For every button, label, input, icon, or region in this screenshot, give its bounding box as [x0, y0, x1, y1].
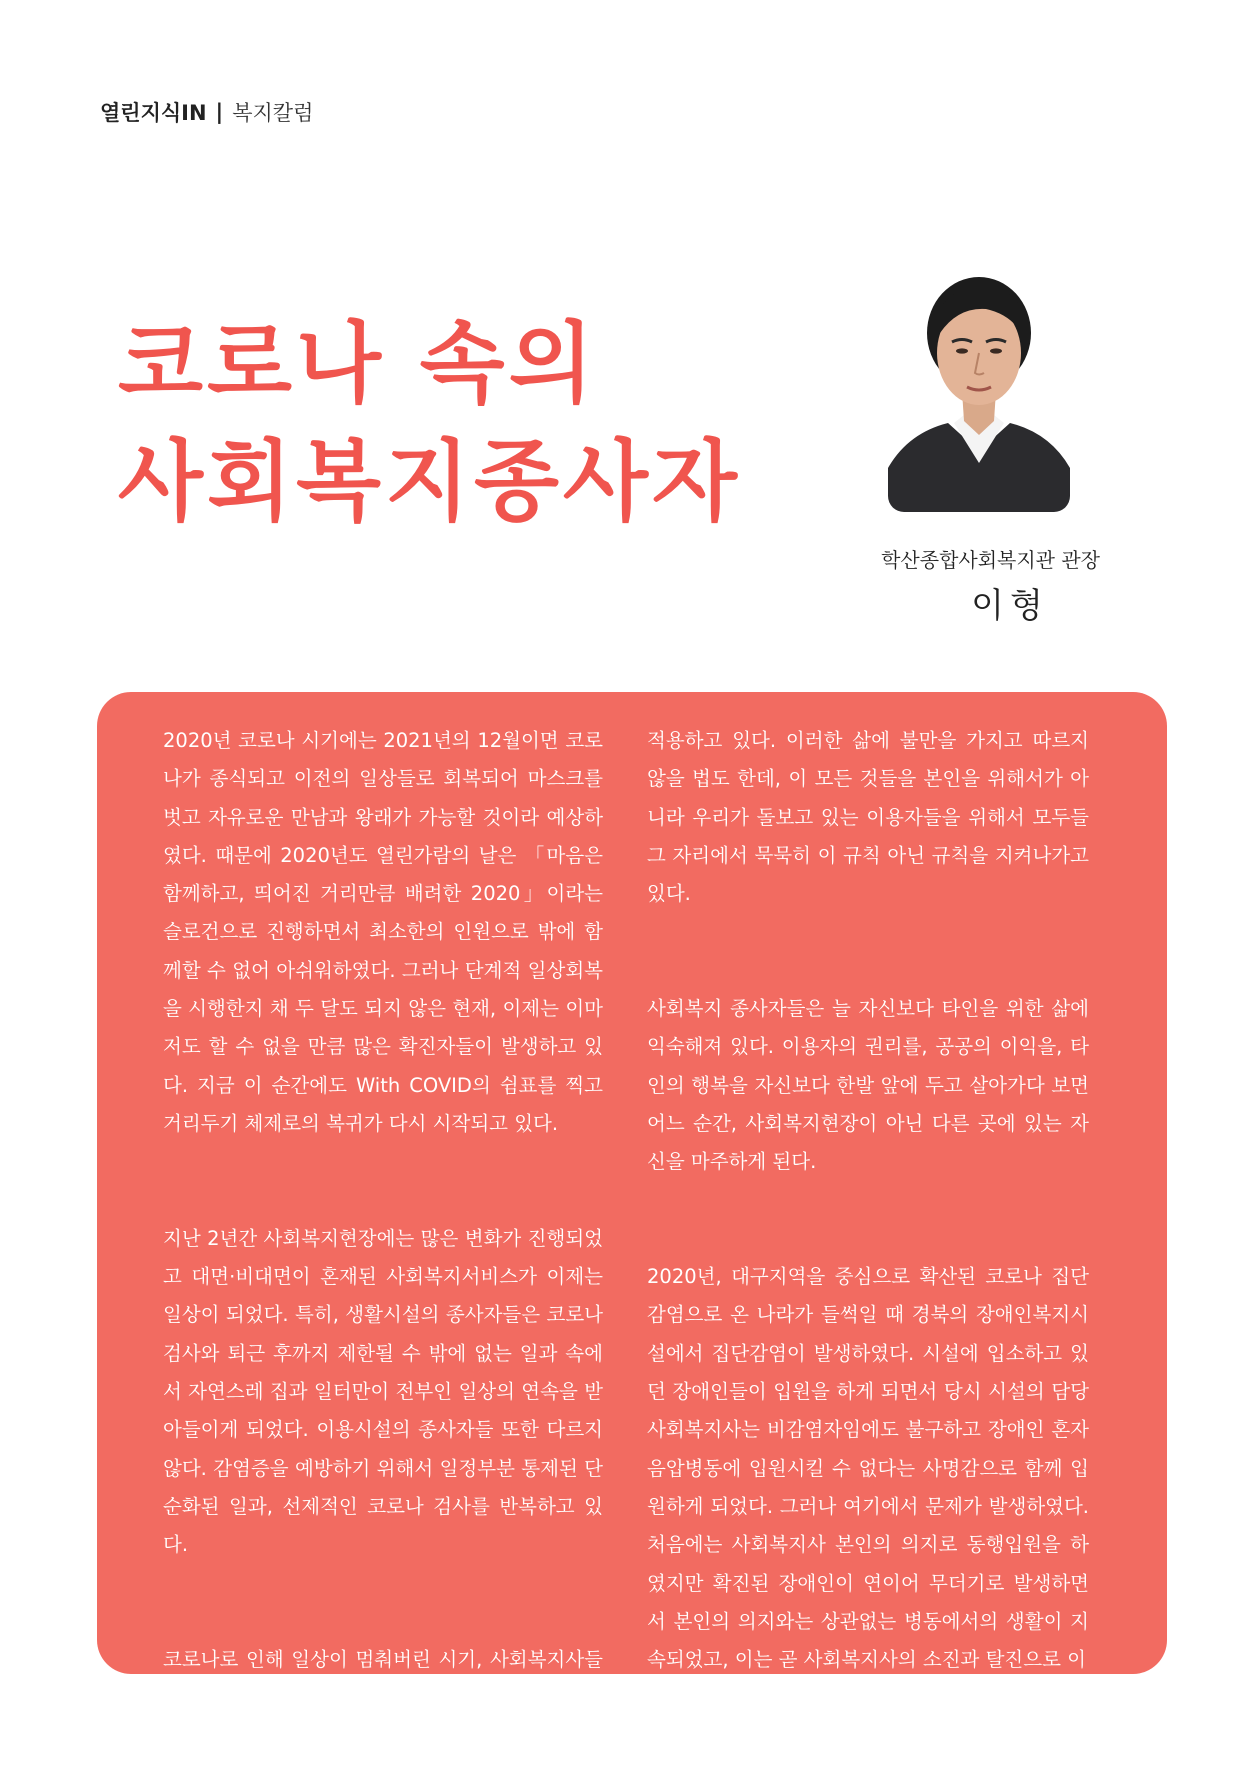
column-header: [100, 97, 313, 127]
subsection-name: 복지칼럼: [232, 101, 314, 125]
author-portrait-icon: [888, 263, 1070, 512]
author-organization: 학산종합사회복지관 관장: [881, 548, 1100, 572]
right-paragraph-2: 사회복지 종사자들은 늘 자신보다 타인을 위한 삶에 익숙해져 있다. 이용자의 권리를, 공공의 이익을, 타인의 행복을 자신보다 한발 앞에 두고 살아가다 보면 어느 순간, 사회복지현장이 아닌 다른 곳에 있는 자신을 마주하게 된다.: [647, 997, 1089, 1174]
left-paragraph-1: 2020년 코로나 시기에는 2021년의 12월이면 코로나가 종식되고 이전의 일상들로 회복되어 마스크를 벗고 자유로운 만남과 왕래가 가능할 것이라 예상하였다. 때문에 2020년도 열린가람의 날은 「마음은 함께하고, 띄어진 거리만큼 배려한 2020」이라는 슬로건으로 진행하면서 최소한의 인원으로 밖에 함께할 수 없어 아쉬워하였다. 그러나 단계적 일상회복을 시행한지 채 두 달도 되지 않은 현재, 이제는 이마저도 할 수 없을 만큼 많은 확진자들이 발생하고 있다. 지금 이 순간에도 With COVID의 쉼표를 찍고 거리두기 체제로의 복귀가 다시 시작되고 있다.: [163, 729, 603, 1135]
author-portrait: [888, 263, 1070, 512]
right-paragraph-1: 적용하고 있다. 이러한 삶에 불만을 가지고 따르지 않을 법도 한데, 이 모든 것들을 본인을 위해서가 아니라 우리가 돌보고 있는 이용자들을 위해서 모두들 그 자리에서 묵묵히 이 규칙 아닌 규칙을 지켜나가고 있다.: [647, 729, 1089, 906]
article-body-panel: [97, 692, 1167, 1710]
article-column-left: [163, 722, 603, 1718]
right-paragraph-3: 2020년, 대구지역을 중심으로 확산된 코로나 집단감염으로 온 나라가 들썩일 때 경북의 장애인복지시설에서 집단감염이 발생하였다. 시설에 입소하고 있던 장애인들이 입원을 하게 되면서 당시 시설의 담당 사회복지사는 비감염자임에도 불구하고 장애인 혼자 음압병동에 입원시킬 수 없다는 사명감으로 함께 입원하게 되었다. 그러나 여기에서 문제가 발생하였다. 처음에는 사회복지사 본인의 의지로 동행입원을 하였지만 확진된 장애인이 연이어 무더기로 발생하면서 본인의 의지와는 상관없는 병동에서의 생활이 지속되었고, 이는 곧 사회복지사의 소진과 탈진으로 이: [647, 1265, 1089, 1672]
left-paragraph-3: 코로나로 인해 일상이 멈춰버린 시기, 사회복지사들은 일반 시민들보다 훨씬 엄격한 기준을 자체적으로: [163, 1648, 603, 1710]
title-line-2: 사회복지종사자: [118, 430, 742, 533]
title-line-1: 코로나 속의: [118, 312, 598, 415]
article-column-right: [647, 722, 1089, 1679]
left-paragraph-2: 지난 2년간 사회복지현장에는 많은 변화가 진행되었고 대면·비대면이 혼재된 사회복지서비스가 이제는 일상이 되었다. 특히, 생활시설의 종사자들은 코로나 검사와 퇴근 후까지 제한될 수 밖에 없는 일과 속에서 자연스레 집과 일터만이 전부인 일상의 연속을 받아들이게 되었다. 이용시설의 종사자들 또한 다르지 않다. 감염증을 예방하기 위해서 일정부분 통제된 단순화된 일과, 선제적인 코로나 검사를 반복하고 있다.: [163, 1226, 603, 1557]
article-title: [118, 305, 818, 541]
header-separator: |: [215, 100, 224, 124]
section-name: 열린지식IN: [100, 101, 207, 125]
author-name: 이형: [971, 586, 1049, 626]
